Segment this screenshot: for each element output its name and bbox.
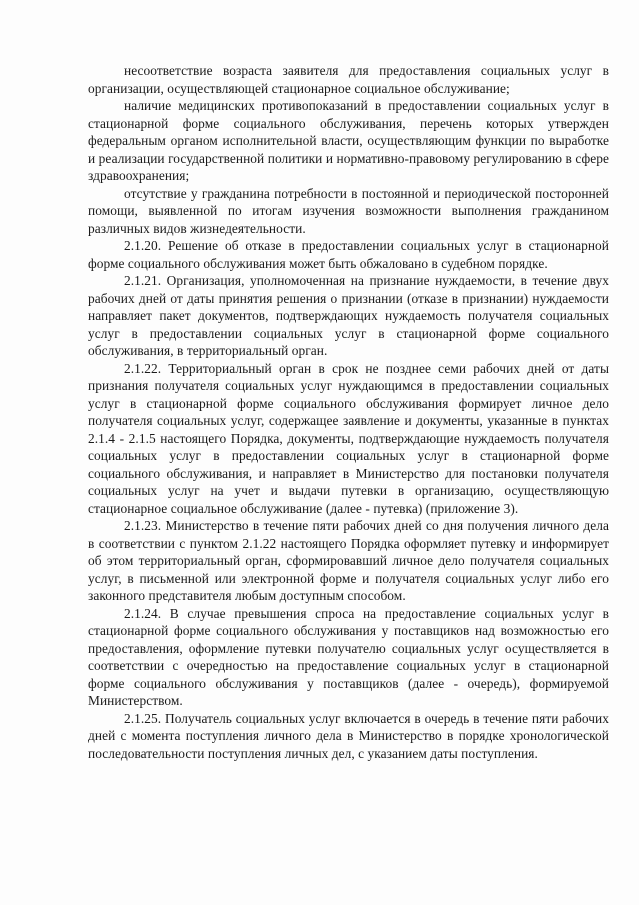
paragraph-2-1-22: 2.1.22. Территориальный орган в срок не позднее семи рабочих дней от даты признания получателя социальных услуг нуждающимся в предоставлении социальных услуг в стационарной форме социального обслуживания формирует личное дело получателя социальных услуг, содержащее заявление и документы, указанные в пунктах 2.1.4 - 2.1.5 настоящего Порядка, документы, подтверждающие нуждаемость получателя социальных услуг в предоставлении социальных услуг в стационарной форме социального обслуживания, и направляет в Министерство для постановки получателя социальных услуг на учет и выдачи путевки в организацию, осуществляющую стационарное социальное обслуживание (далее - путевка) (приложение 3). (88, 360, 609, 516)
paragraph-2-1-25: 2.1.25. Получатель социальных услуг включается в очередь в течение пяти рабочих дней с момента поступления личного дела в Министерство в порядке хронологической последовательности поступления личных дел, с указанием даты поступления. (88, 710, 609, 761)
paragraph-medical-contraindications: наличие медицинских противопоказаний в предоставлении социальных услуг в стационарной форме социального обслуживания, перечень которых утвержден федеральным органом исполнительной власти, осуществляющим функции по выработке и реализации государственной политики и нормативно-правовому регулированию в сфере здравоохранения; (88, 98, 609, 183)
document-body (88, 62, 609, 762)
paragraph-2-1-20: 2.1.20. Решение об отказе в предоставлении социальных услуг в стационарной форме социального обслуживания может быть обжаловано в судебном порядке. (88, 238, 609, 271)
paragraph-age-mismatch: несоответствие возраста заявителя для предоставления социальных услуг в организации, осуществляющей стационарное социальное обслуживание; (88, 63, 609, 96)
paragraph-no-need-for-help: отсутствие у гражданина потребности в постоянной и периодической посторонней помощи, выявленной по итогам изучения возможности выполнения гражданином различных видов жизнедеятельности. (88, 185, 609, 236)
paragraph-2-1-24: 2.1.24. В случае превышения спроса на предоставление социальных услуг в стационарной форме социального обслуживания у поставщиков над возможностью его предоставления, оформление путевки получателю социальных услуг осуществляется в соответствии с очередностью на предоставление социальных услуг в стационарной форме социального обслуживания у поставщиков (далее - очередь), формируемой Министерством. (88, 605, 609, 708)
paragraph-2-1-21: 2.1.21. Организация, уполномоченная на признание нуждаемости, в течение двух рабочих дней от даты принятия решения о признании (отказе в признании) нуждаемости направляет пакет документов, подтверждающих нуждаемость получателя социальных услуг в предоставлении социальных услуг в стационарной форме социального обслуживания, в территориальный орган. (88, 273, 609, 358)
paragraph-2-1-23: 2.1.23. Министерство в течение пяти рабочих дней со дня получения личного дела в соответствии с пунктом 2.1.22 настоящего Порядка оформляет путевку и информирует об этом территориальный орган, сформировавший личное дело получателя социальных услуг, в письменной или электронной форме и получателя социальных услуг либо его законного представителя любым доступным способом. (88, 518, 609, 603)
